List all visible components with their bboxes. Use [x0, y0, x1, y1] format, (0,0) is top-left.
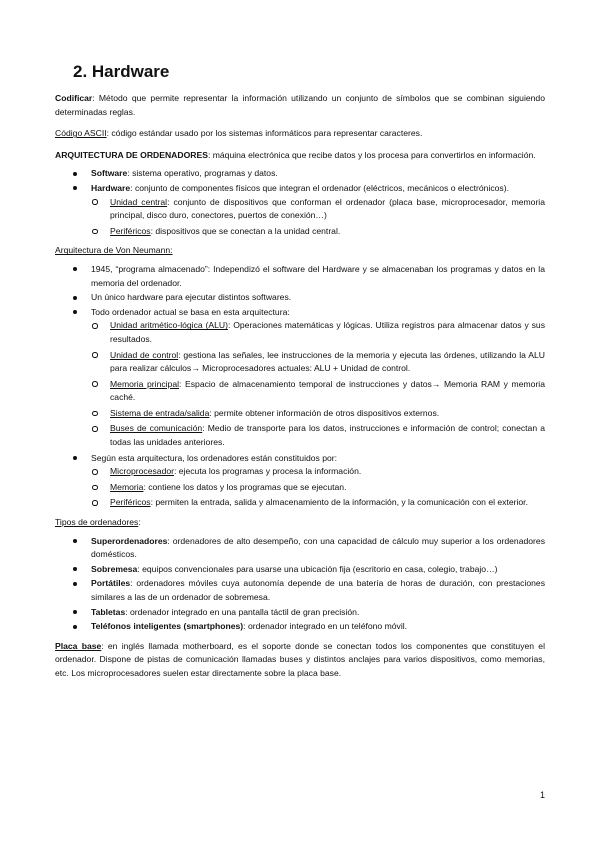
superordenadores-term: Superordenadores — [91, 535, 168, 546]
portatiles-text: : ordenadores móviles cuya autonomía depende de una batería de horas de duración, con prestaciones similares a las de un ordenador de sobremesa. — [91, 578, 545, 602]
page-number: 1 — [539, 790, 545, 800]
list-item — [91, 407, 545, 421]
list-item — [55, 563, 545, 577]
tabletas-text: : ordenador integrado en una pantalla táctil de gran precisión. — [125, 606, 360, 617]
list-item: Un único hardware para ejecutar distintos softwares. — [55, 291, 545, 305]
document-body — [55, 92, 545, 689]
alu-term: Unidad aritmético-lógica (ALU) — [110, 320, 228, 331]
alu-text: : Operaciones matemáticas y lógicas. Utiliza registros para almacenar datos y sus resultados. — [110, 320, 545, 344]
memoria-text: : contiene los datos y los programas que se ejecutan. — [143, 481, 347, 492]
es-term: Sistema de entrada/salida — [110, 407, 210, 418]
list-item — [91, 225, 545, 239]
vonneumann-heading-text: Arquitectura de Von Neumann: — [55, 245, 173, 256]
codificar-term: Codificar — [55, 93, 93, 103]
ascii-text: : código estándar usado por los sistemas informáticos para representar caracteres. — [106, 128, 423, 139]
list-item — [55, 452, 545, 510]
smartphones-term: Teléfonos inteligentes (smartphones) — [91, 621, 244, 632]
list-item — [91, 349, 545, 376]
item4-text: Según esta arquitectura, los ordenadores están constituidos por: — [91, 452, 338, 463]
es-text: : permite obtener información de otros dispositivos externos. — [209, 407, 440, 418]
list-item — [91, 465, 545, 479]
ascii-term: Código ASCII — [55, 128, 107, 139]
section-title: 2. Hardware — [73, 62, 170, 81]
list-item — [91, 378, 545, 405]
control-term: Unidad de control — [110, 349, 179, 360]
superordenadores-text: : ordenadores de alto desempeño, con una capacidad de cálculo muy superior a los ordenadores domésticos. — [91, 535, 545, 560]
sobremesa-term: Sobremesa — [91, 563, 138, 574]
hardware-text: : conjunto de componentes físicos que integran el ordenador (eléctricos, mecánicos o electrónicos). — [130, 182, 509, 193]
memoria-principal-text: : Espacio de almacenamiento temporal de instrucciones y datos→ Memoria RAM y memoria caché. — [110, 378, 545, 403]
tipos-heading — [55, 516, 545, 530]
vonneumann-heading — [55, 244, 545, 258]
tipos-colon: : — [138, 517, 141, 528]
arquitectura-list — [55, 167, 545, 238]
microprocesador-text: : ejecuta los programas y procesa la información. — [174, 466, 362, 477]
list-item — [91, 319, 545, 346]
placa-term: Placa base — [55, 640, 102, 651]
codificar-text: : Método que permite representar la información utilizando un conjunto de símbolos que se combinan siguiendo determinadas reglas. — [55, 93, 545, 117]
list-item — [91, 481, 545, 495]
list-item — [55, 606, 545, 620]
perifericos2-term: Periféricos — [110, 497, 151, 508]
arquitectura-term: ARQUITECTURA DE ORDENADORES — [55, 149, 208, 160]
placa-text: : en inglés llamada motherboard, es el soporte donde se conectan todos los componentes que constituyen el ordenador. Dispone de pistas de comunicación llamadas buses y distintos anclajes para varios dispositivos, como memorias, etc. Los microprocesadores suelen estar directamente sobre la placa base. — [55, 640, 545, 678]
list-item — [55, 167, 545, 181]
sobremesa-text: : equipos convencionales para usarse una ubicación fija (escritorio en casa, colegio, trabajo…) — [137, 563, 498, 574]
list-item — [55, 577, 545, 604]
codificar-paragraph — [55, 92, 545, 119]
hardware-term: Hardware — [91, 182, 131, 193]
smartphones-text: : ordenador integrado en un teléfono móvil. — [243, 621, 408, 632]
memoria-principal-term: Memoria principal — [110, 378, 180, 389]
list-item — [55, 182, 545, 238]
constituidos-sublist — [91, 465, 545, 510]
arquitectura-paragraph — [55, 149, 545, 163]
perifericos2-text: : permiten la entrada, salida y almacenamiento de la información, y la comunicación con el exterior. — [150, 497, 528, 508]
microprocesador-term: Microprocesador — [110, 466, 174, 477]
control-text: : gestiona las señales, lee instrucciones de la memoria y ejecuta las órdenes, utilizando la ALU para realizar cálculos→ Microprocesadores actuales: ALU + Unidad de control. — [110, 349, 545, 374]
list-item — [55, 535, 545, 562]
arquitectura-text: : máquina electrónica que recibe datos y los procesa para convertirlos en información. — [207, 149, 536, 160]
list-item — [91, 196, 545, 223]
list-item — [91, 422, 545, 449]
vonneumann-list — [55, 263, 545, 510]
perifericos-text: : dispositivos que se conectan a la unidad central. — [150, 225, 341, 236]
portatiles-term: Portátiles — [91, 578, 131, 589]
list-item — [91, 496, 545, 510]
tipos-heading-text: Tipos de ordenadores — [55, 517, 139, 528]
list-item — [55, 620, 545, 634]
hardware-sublist — [91, 196, 545, 239]
list-item — [55, 306, 545, 450]
unidad-central-term: Unidad central — [110, 196, 168, 207]
vonneumann-sublist — [91, 319, 545, 449]
buses-text: : Medio de transporte para los datos, instrucciones e información de control; conectan a todas las unidades anteriores. — [110, 423, 545, 448]
software-term: Software — [91, 168, 128, 179]
unidad-central-text: : conjunto de dispositivos que conforman el ordenador (placa base, microprocesador, memoria principal, disco duro, conectores, puertos de conexión…) — [110, 196, 545, 221]
tipos-list — [55, 535, 545, 634]
list-item: 1945, “programa almacenado”: Independizó el software del Hardware y se almacenaban los programas y datos en la memoria del ordenador. — [55, 263, 545, 290]
ascii-paragraph — [55, 127, 545, 141]
software-text: : sistema operativo, programas y datos. — [127, 168, 278, 179]
buses-term: Buses de comunicación — [110, 423, 203, 434]
tabletas-term: Tabletas — [91, 606, 126, 617]
perifericos-term: Periféricos — [110, 225, 151, 236]
memoria-term: Memoria — [110, 481, 144, 492]
placa-paragraph — [55, 640, 545, 681]
item3-text: Todo ordenador actual se basa en esta arquitectura: — [91, 306, 290, 317]
